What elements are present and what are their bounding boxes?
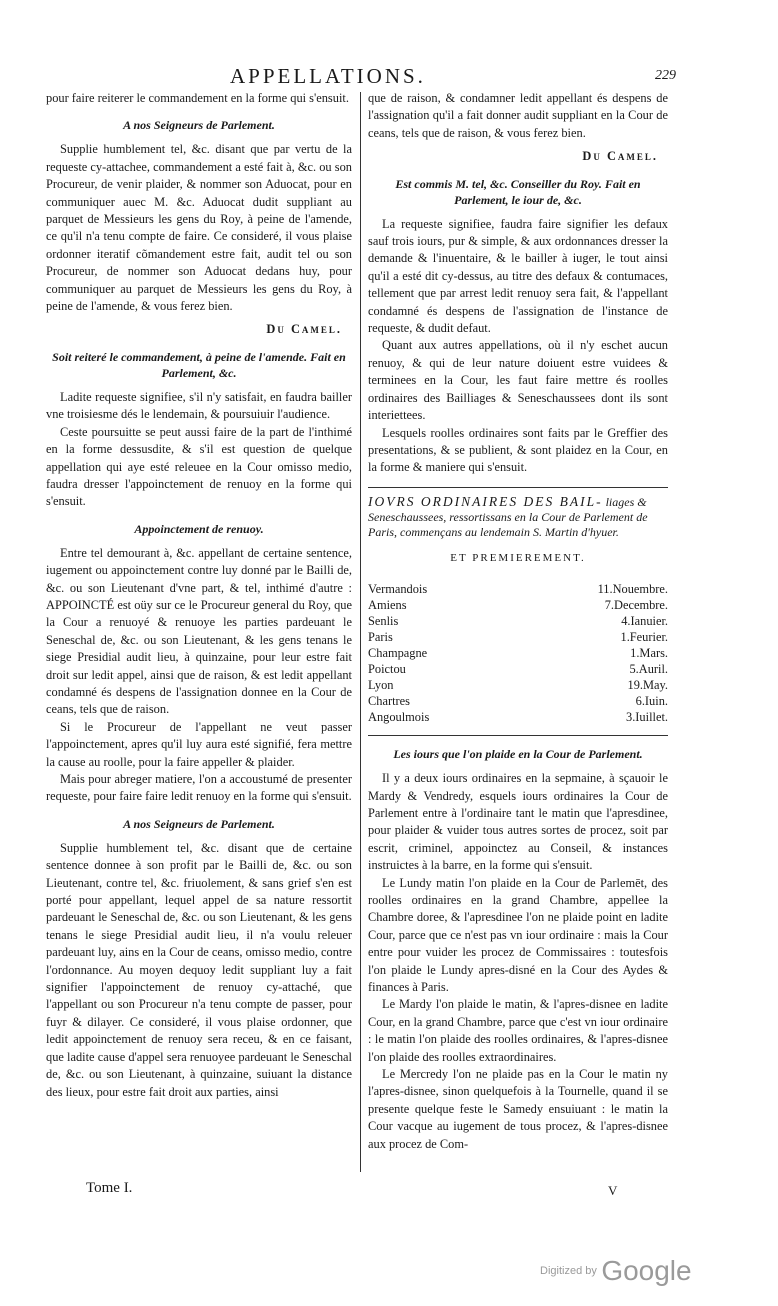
schedule-place: Champagne bbox=[368, 646, 428, 661]
column-divider bbox=[360, 92, 361, 1172]
section-heading: A nos Seigneurs de Parlement. bbox=[123, 816, 275, 831]
schedule-row bbox=[368, 709, 668, 725]
section-heading: Soit reiteré le commandement, à peine de l'amende. Fait en Parlement, &c. bbox=[52, 349, 346, 380]
google-logo: Google bbox=[601, 1255, 692, 1286]
paragraph: Ceste poursuitte se peut aussi faire de la part de l'inthimé en la forme dessusdite, & s'il est question de quelque appellation qui aye esté releuee en la Cour omisso medio, faudra dresser l'appoinctement de renuoy en la forme qui s'ensuit. bbox=[46, 424, 352, 509]
schedule-date: 19.May. bbox=[627, 678, 668, 693]
schedule-date: 1.Feurier. bbox=[620, 630, 668, 645]
paragraph: Supplie humblement tel, &c. disant que par vertu de la requeste cy-attachee, commandement a esté fait à, &c. ou son Procureur, de venir plaider, & nommer son Aduocat, pour en communiquer auec M. &c. Aduocat dudit suppliant au parquet de Messieurs les gens du Roy, à peine de l'amende, ce qu'il n'a tenu compte de faire. Ce consideré, il vous plaise ordonner iteratif cõmandement estre fait, audit tel ou son Procureur, de nommer son Aduocat dedans huy, pour communiquer au parquet de Messieurs les gens du Roy, à peine de l'amende, & vous ferez bien. bbox=[46, 142, 352, 314]
paragraph: Le Mercredy l'on ne plaide pas en la Cour le matin ny l'apres-disnee, sinon quelquefois à la Tournelle, quand il se presente quelque feste le Samedy ensuiuant : le matin la Cour vacque au iugement de tous procez, & l'apres-disnee aux procez de Com- bbox=[368, 1067, 668, 1151]
paragraph: La requeste signifiee, faudra faire signifier les defaux sauf trois iours, pur & simple, & aux ordonnances dresser la demande & l'inuentaire, & le bailler à iuger, le tout ainsi qu'il a esté dit cy-dessus, au titre des defaux & contumaces, tellement que par arrest ledit renuoy sera fait, & l'appellant condamné és despens de l'assignation de l'instance de requeste, & dudit defaut. bbox=[368, 216, 668, 336]
page-number: 229 bbox=[655, 68, 676, 83]
schedule-title-caps: IOVRS ORDINAIRES DES BAIL- bbox=[368, 493, 603, 509]
section-heading: A nos Seigneurs de Parlement. bbox=[123, 118, 275, 133]
schedule-row bbox=[368, 693, 668, 709]
running-title: APPELLATIONS. bbox=[230, 64, 426, 88]
schedule-row bbox=[368, 597, 668, 613]
section-heading: Est commis M. tel, &c. Conseiller du Roy. Fait en Parlement, le iour de, &c. bbox=[395, 176, 641, 207]
schedule-place: Chartres bbox=[368, 694, 410, 709]
volume-label: Tome I. bbox=[86, 1180, 133, 1196]
paragraph: que de raison, & condamner ledit appellant és despens de l'assignation qu'il a fait donner audit suppliant en la Cour de ceans, tels que de raison, & vous ferez bien. bbox=[368, 91, 668, 140]
schedule-date: 6.Iuin. bbox=[635, 694, 668, 709]
schedule-date: 11.Nouembre. bbox=[597, 582, 668, 597]
schedule-place: Poictou bbox=[368, 662, 406, 677]
schedule-place: Amiens bbox=[368, 598, 407, 613]
schedule-row bbox=[368, 581, 668, 597]
schedule-row bbox=[368, 629, 668, 645]
paragraph: Le Lundy matin l'on plaide en la Cour de Parlemēt, des roolles ordinaires en la grand Chambre, appellee la Chambre doree, & l'apresdinee l'on ne plaide point en ladite Cour, parce que ce n'est pas vn iour ordinaire : mais la Cour entre pour vuider les procez de Commissaires : toutesfois l'on plaide le Lundy apres-disné en la Cour des Aydes & finances à Paris. bbox=[368, 875, 668, 994]
schedule-date: 4.Ianuier. bbox=[621, 614, 668, 629]
paragraph: Si le Procureur de l'appellant ne veut passer l'appoinctement, apres qu'il luy aura esté signifié, fera mettre la cause au roolle, pour la faire appeller & plaider. bbox=[46, 719, 352, 769]
paragraph: Ladite requeste signifiee, s'il n'y satisfait, en faudra bailler vne troisiesme dés le lendemain, & poursuiuir l'audience. bbox=[46, 389, 352, 422]
section-heading: Appoinctement de renuoy. bbox=[134, 521, 264, 536]
signature: Du Camel. bbox=[266, 322, 342, 337]
paragraph: Lesquels roolles ordinaires sont faits par le Greffier des presentations, & se publient, & sont plaidez en la Cour, en la forme & maniere qui s'ensuit. bbox=[368, 425, 668, 475]
schedule-date: 5.Auril. bbox=[629, 662, 668, 677]
signature-mark: V bbox=[608, 1183, 618, 1198]
schedule-row bbox=[368, 645, 668, 661]
schedule-place: Vermandois bbox=[368, 582, 428, 597]
schedule-row bbox=[368, 677, 668, 693]
paragraph: Il y a deux iours ordinaires en la sepmaine, à sçauoir le Mardy & Vendredy, esquels iours ordinaires la Cour de Parlement entre à l'ordinaire tant le matin que l'apresdinee, pour plaider & vuider tous autres sortes de procez, soit par escrit, criminel, appoinctez au Conseil, & instances instruictes à la barre, en la forme qui s'ensuit. bbox=[368, 771, 668, 873]
watermark-prefix: Digitized by bbox=[540, 1265, 597, 1277]
schedule-table bbox=[368, 581, 668, 725]
horizontal-rule bbox=[368, 735, 668, 736]
schedule-row bbox=[368, 613, 668, 629]
digitized-watermark bbox=[540, 1255, 692, 1287]
paragraph: Mais pour abreger matiere, l'on a accoustumé de presenter requeste, pour faire faire ledit renuoy en la forme qui s'ensuit. bbox=[46, 772, 352, 804]
schedule-title-rest: liages & Seneschaussees, ressortissans en la Cour de Parlement de Paris, commençans au lendemain S. Martin d'hyuer. bbox=[368, 494, 648, 539]
schedule-place: Angoulmois bbox=[368, 710, 430, 725]
schedule-date: 7.Decembre. bbox=[604, 598, 668, 613]
running-header bbox=[230, 64, 690, 89]
schedule-place: Senlis bbox=[368, 614, 399, 629]
horizontal-rule bbox=[368, 487, 668, 488]
signature: Du Camel. bbox=[582, 149, 658, 164]
schedule-row bbox=[368, 661, 668, 677]
schedule-place: Paris bbox=[368, 630, 393, 645]
schedule-date: 3.Iuillet. bbox=[626, 710, 668, 725]
schedule-subtitle: ET PREMIEREMENT. bbox=[450, 551, 586, 564]
paragraph: Quant aux autres appellations, où il n'y eschet aucun renuoy, & qui de leur nature doiuent estre vuidees & terminees en la Cour, les faut faire mettre és roolles ordinaires des Bailliages & Seneschaussees dont ils sont interiettees. bbox=[368, 338, 668, 423]
section-heading: Les iours que l'on plaide en la Cour de Parlement. bbox=[393, 747, 643, 762]
paragraph: Entre tel demourant à, &c. appellant de certaine sentence, iugement ou appoinctement contre luy donné par le Bailli de, &c. ou son Lieutenant d'vne part, & tel, inthimé d'autre : APPOINCTÉ est oüy sur ce le Procureur general du Roy, que la Cour a renuoyé & renuoye les parties pardeuant le Seneschal de, &c. ou son Lieutenant, & les gens tenans le siege Presidial audit lieu, à quinzaine, pour leur estre fait droit sur ledit appel, ainsi que de raison, & est ledit appellant condamné és despens de l'assignation donnee en la Cour de ceans, tels que de raison. bbox=[46, 545, 352, 717]
left-column bbox=[46, 90, 352, 1101]
schedule-title bbox=[368, 494, 668, 540]
paragraph: pour faire reiterer le commandement en la forme qui s'ensuit. bbox=[46, 91, 349, 105]
paragraph: Le Mardy l'on plaide le matin, & l'apres-disnee en ladite Cour, en la grand Chambre, parce que c'est vn iour ordinaire : le matin l'on plaide des roolles ordinaires, & l'apres-disnee l'on plaide des roolles extraordinaires. bbox=[368, 997, 668, 1064]
paragraph: Supplie humblement tel, &c. disant que de certaine sentence donnee à son profit par le Bailli de, &c. ou son Lieutenant, contre tel, &c. friuolement, & sans grief s'en est porté pour appellant, lequel appel de sa nature ressortit pardeuant le Seneschal de, &c. ou son Lieutenant, & les gens tenans le siege Presidial audit lieu, il n'a voulu releuer pardeuant luy, ains en la Cour de ceans, omisso medio, contre l'ordonnance. Au moyen dequoy ledit suppliant luy a fait signifier l'appoinctement de renuoy cy-attaché, que l'appellant ou son Procureur n'a tenu compte de passer, pour fuyr & dilayer. Ce consideré, il vous plaise ordonner, que ledit appoinctement de renuoy sera receu, & en ce faisant, que ladite cause d'appel sera renuoyee pardeuant le Seneschal de, &c. ou son Lieutenant, à quinzaine, suiuant la distance des lieux, pour estre fait droit aux parties, ainsi bbox=[46, 840, 352, 1099]
schedule-place: Lyon bbox=[368, 678, 394, 693]
right-column bbox=[368, 90, 668, 1153]
schedule-date: 1.Mars. bbox=[630, 646, 668, 661]
